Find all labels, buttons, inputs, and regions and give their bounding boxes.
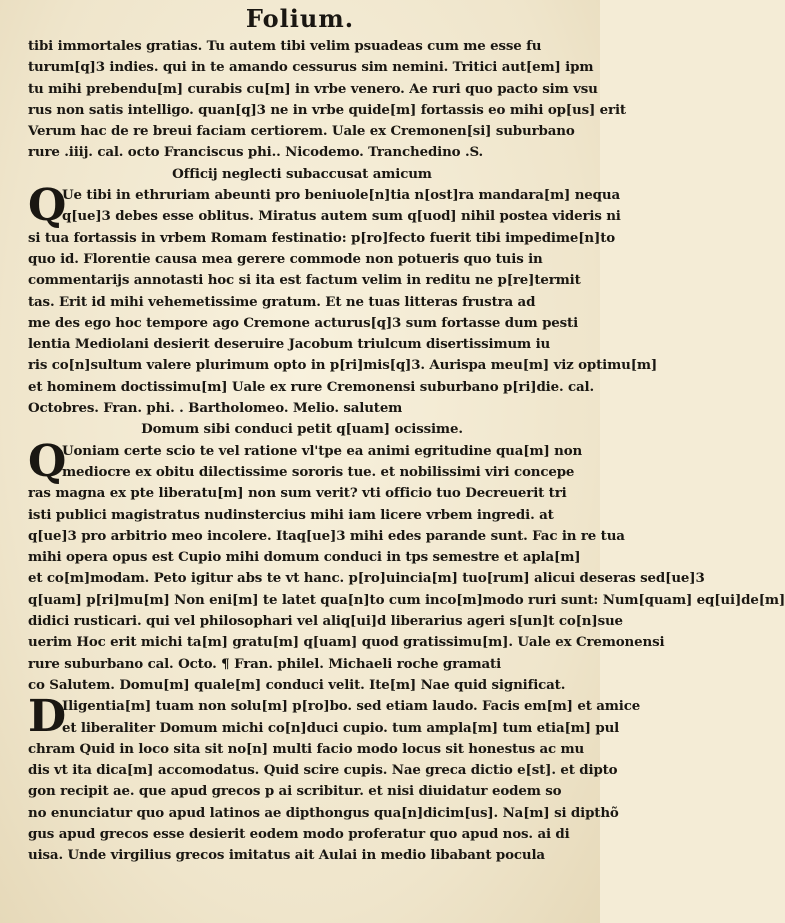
text-line: Iligentia[m] tuam non solu[m] p[ro]bo. sed etiam laudo. Facis em[m] et amice bbox=[62, 698, 641, 715]
text-line: uerim Hoc erit michi ta[m] gratu[m] q[uam] quod gratissimu[m]. Uale ex Cremonensi bbox=[28, 634, 665, 651]
text-line: ras magna ex pte liberatu[m] non sum verit? vti officio tuo Decreuerit tri bbox=[28, 485, 567, 502]
initial-letter: Q bbox=[28, 180, 67, 232]
letter-heading: Domum sibi conduci petit q[uam] ocissime. bbox=[141, 421, 463, 438]
text-line: et liberaliter Domum michi co[n]duci cupio. tum ampla[m] tum etia[m] pul bbox=[62, 719, 620, 736]
text-line: mihi opera opus est Cupio mihi domum conduci in tps semestre et apla[m] bbox=[28, 549, 581, 566]
text-line: ris co[n]sultum valere plurimum opto in p[ri]mis[q]3. Aurispa meu[m] viz optimu[m] bbox=[28, 357, 658, 374]
text-line: Octobres. Fran. phi. . Bartholomeo. Melio. salutem bbox=[28, 400, 403, 417]
text-line: q[ue]3 debes esse oblitus. Miratus autem sum q[uod] nihil postea videris ni bbox=[62, 208, 621, 225]
text-line: mediocre ex obitu dilectissime sororis tue. et nobilissimi viri concepe bbox=[62, 463, 575, 480]
text-line: quo id. Florentie causa mea gerere commode non potueris quo tuis in bbox=[28, 250, 543, 267]
text-line: chram Quid in loco sita sit no[n] multi facio modo locus sit honestus ac mu bbox=[28, 740, 585, 757]
folio-header: Folium. bbox=[245, 4, 355, 33]
text-line: rus non satis intelligo. quan[q]3 ne in vrbe quide[m] fortassis eo mihi op[us] erit bbox=[28, 101, 626, 118]
text-line: gon recipit ae. que apud grecos p ai scribitur. et nisi diuidatur eodem so bbox=[28, 783, 562, 800]
text-line: tibi immortales gratias. Tu autem tibi velim psuadeas cum me esse fu bbox=[28, 38, 542, 54]
text-line: rure .iiij. cal. octo Franciscus phi.. Nicodemo. Tranchedino .S. bbox=[28, 144, 484, 161]
text-line: q[uam] p[ri]mu[m] Non eni[m] te latet qua[n]to cum inco[m]modo ruri sunt: Num[quam] eq[ui]de[m] bbox=[28, 591, 785, 608]
text-line: no enunciatur quo apud latinos ae dipthongus qua[n]dicim[us]. Na[m] si dipthõ bbox=[28, 804, 619, 821]
text-line: didici rusticari. qui vel philosophari vel aliq[ui]d liberarius ageri s[un]t co[n]sue bbox=[28, 613, 623, 630]
text-line: gus apud grecos esse desierit eodem modo proferatur quo apud nos. ai di bbox=[28, 825, 570, 842]
text-line: lentia Mediolani desierit deseruire Jacobum triulcum disertissimum iu bbox=[28, 336, 551, 353]
text-line: tu mihi prebendu[m] curabis cu[m] in vrbe venero. Ae ruri quo pacto sim vsu bbox=[28, 80, 598, 97]
text-line: Uoniam certe scio te vel ratione vl'tpe ea animi egritudine qua[m] non bbox=[62, 442, 583, 459]
text-line: co Salutem. Domu[m] quale[m] conduci velit. Ite[m] Nae quid significat. bbox=[28, 676, 566, 693]
body-text bbox=[28, 36, 785, 867]
text-line: si tua fortassis in vrbem Romam festinatio: p[ro]fecto fuerit tibi impedime[n]to bbox=[28, 229, 616, 246]
text-line: me des ego hoc tempore ago Cremone acturus[q]3 sum fortasse dum pesti bbox=[28, 314, 579, 331]
text-line: rure suburbano cal. Octo. ¶ Fran. philel. Michaeli roche gramati bbox=[28, 655, 502, 672]
text-line: isti publici magistratus nudinstercius mihi iam licere vrbem ingredi. at bbox=[28, 506, 554, 523]
text-line: q[ue]3 pro arbitrio meo incolere. Itaq[ue]3 mihi edes parande sunt. Fac in re tua bbox=[28, 527, 625, 544]
text-line: commentarijs annotasti hoc si ita est factum velim in reditu ne p[re]termit bbox=[28, 272, 581, 289]
text-line: Verum hac de re breui faciam certiorem. Uale ex Cremonen[si] suburbano bbox=[28, 123, 575, 140]
text-line: et co[m]modam. Peto igitur abs te vt hanc. p[ro]uincia[m] tuo[rum] alicui deseras sed[ue]3 bbox=[28, 570, 705, 587]
letter-heading: Officij neglecti subaccusat amicum bbox=[172, 165, 432, 182]
text-line: dis vt ita dica[m] accomodatus. Quid scire cupis. Nae greca dictio e[st]. et dipto bbox=[28, 762, 618, 779]
initial-letter: D bbox=[28, 691, 67, 743]
text-line: et hominem doctissimu[m] Uale ex rure Cremonensi suburbano p[ri]die. cal. bbox=[28, 378, 594, 395]
initial-letter: Q bbox=[28, 435, 67, 487]
text-line: uisa. Unde virgilius grecos imitatus ait Aulai in medio libabant pocula bbox=[28, 847, 545, 864]
text-line: Ue tibi in ethruriam abeunti pro beniuole[n]tia n[ost]ra mandara[m] nequa bbox=[62, 187, 620, 204]
text-line: tas. Erit id mihi vehemetissime gratum. Et ne tuas litteras frustra ad bbox=[28, 293, 536, 310]
text-line: turum[q]3 indies. qui in te amando cessurus sim nemini. Tritici aut[em] ipm bbox=[28, 59, 594, 76]
